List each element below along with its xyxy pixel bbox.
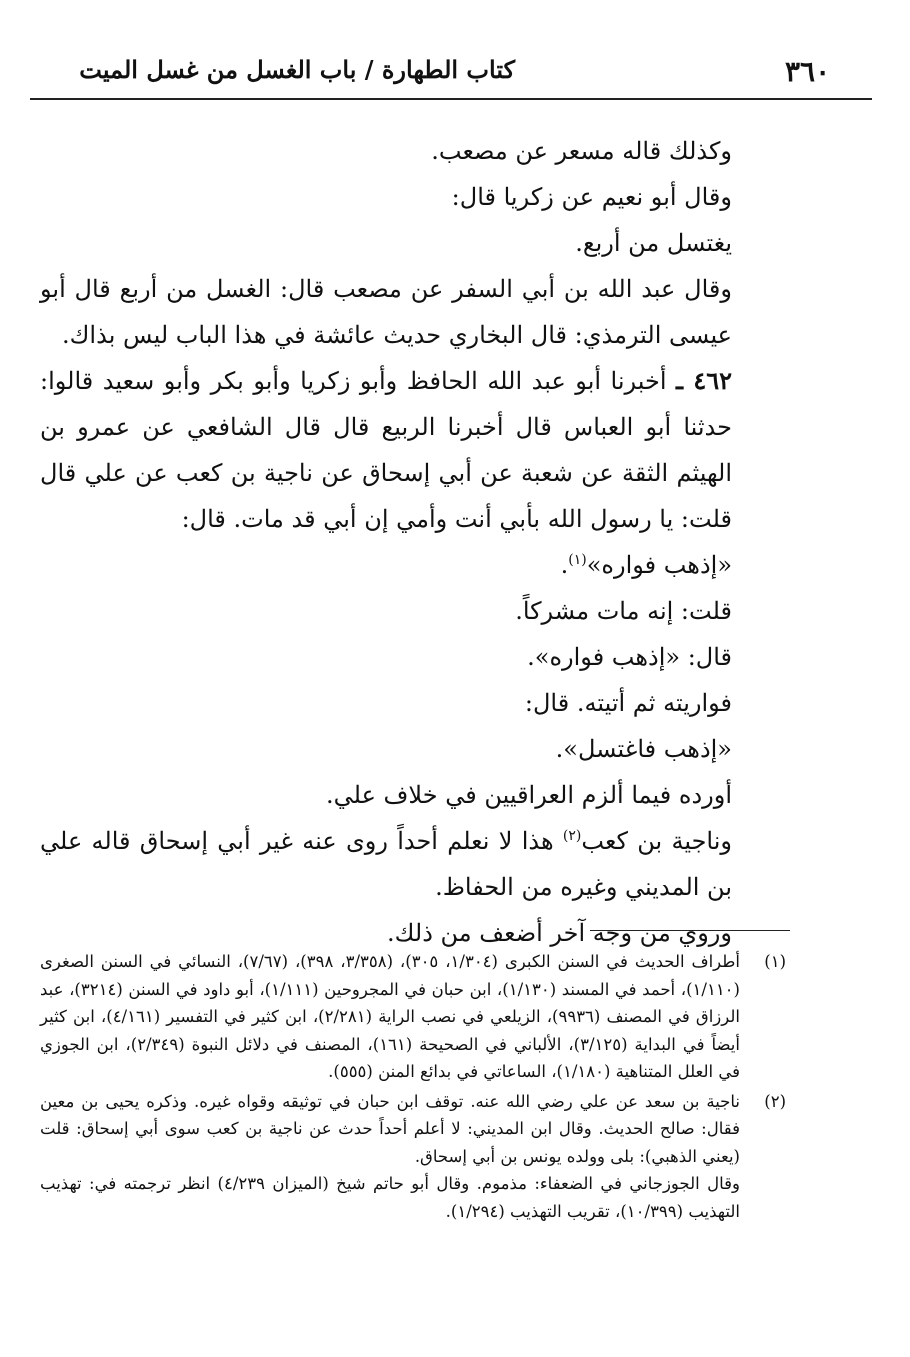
footnote-2 <box>40 1088 792 1226</box>
main-text <box>40 128 790 956</box>
hadith-text: أخبرنا أبو عبد الله الحافظ وأبو زكريا وأبو بكر وأبو سعيد قالوا: حدثنا أبو العباس قال أخبرنا الربيع قال قال الشافعي عن عمرو بن الهيثم الثقة عن شعبة عن أبي إسحاق عن ناجية بن كعب عن علي قال قلت: يا رسول الله بأبي أنت وأمي إن أبي قد مات. قال: <box>40 367 732 533</box>
header-rule <box>30 98 872 100</box>
footnote-text: أطراف الحديث في السنن الكبرى (١/٣٠٤، ٣٠٥)، (٣/٣٥٨، ٣٩٨)، (٧/٦٧)، النسائي في السنن الصغرى (١/١١٠)، أحمد في المسند (١/١٣٠)، ابن حبان في المجروحين (١/١١١)، أبو داود في السنن (٣٢١٤)، عبد الرزاق في المصنف (٩٩٣٦)، الزيلعي في نصب الراية (٢/٢٨١)، ابن كثير في التفسير (٤/١٦١)، ابن كثير أيضاً في البداية (٣/١٢٥)، الألباني في الصحيحة (١٦١)، المصنف في دلائل النبوة (٢/٣٤٩)، ابن الجوزي في العلل المتناهية (١/١٨٠)، الساعاتي في بدائع المنن (٥٥٥). <box>40 952 740 1081</box>
paragraph-start: وناجية بن كعب <box>581 827 733 855</box>
paragraph <box>40 542 790 588</box>
footnote-text: وقال الجوزجاني في الضعفاء: مذموم. وقال أبو حاتم شيخ (الميزان ٤/٢٣٩) انظر ترجمته في: تهذيب التهذيب (١٠/٣٩٩)، تقريب التهذيب (١/٢٩٤). <box>40 1174 740 1221</box>
paragraph: قلت: إنه مات مشركاً. <box>515 597 732 625</box>
footnote-rule <box>590 930 790 931</box>
punctuation: . <box>560 551 569 579</box>
paragraph: أورده فيما ألزم العراقيين في خلاف علي. <box>326 781 732 809</box>
paragraph: قال: «إذهب فواره». <box>527 643 732 671</box>
paragraph: وروي من وجه آخر أضعف من ذلك. <box>387 919 732 947</box>
paragraph: وكذلك قاله مسعر عن مصعب. <box>431 137 732 165</box>
paragraph <box>40 818 790 910</box>
paragraph: وقال أبو نعيم عن زكريا قال: <box>451 183 732 211</box>
paragraph: «إذهب فاغتسل». <box>555 735 732 763</box>
paragraph-end: هذا لا نعلم أحداً روى عنه غير أبي إسحاق قاله علي بن المديني وغيره من الحفاظ. <box>40 827 732 901</box>
paragraph: يغتسل من أربع. <box>575 229 732 257</box>
running-header-title: كتاب الطهارة / باب الغسل من غسل الميت <box>79 55 515 84</box>
footnotes <box>40 948 792 1227</box>
paragraph: وقال عبد الله بن أبي السفر عن مصعب قال: الغسل من أربع قال أبو عيسى الترمذي: قال البخاري حديث عائشة في هذا الباب ليس بذاك. <box>40 275 732 349</box>
footnote-ref-1[interactable]: (١) <box>568 552 587 568</box>
page-number: ٣٦٠ <box>785 55 831 88</box>
quote-text: «إذهب فواره» <box>586 551 732 579</box>
hadith-paragraph <box>40 358 790 542</box>
footnote-1 <box>40 948 792 1086</box>
footnote-number: (١) <box>764 952 786 971</box>
footnote-ref-2[interactable]: (٢) <box>562 828 582 844</box>
footnote-number: (٢) <box>764 1091 786 1111</box>
footnote-text: ناجية بن سعد عن علي رضي الله عنه. توقف ابن حبان في توثيقه وقواه غيره. وذكره يحيى بن معين فقال: صالح الحديث. وقال ابن المديني: لا أعلم أحداً حدث عن ناجية بن كعب سوى أبي إسحاق: قلت (يعني الذهبي): بلى وولده يونس بن أبي إسحاق. <box>40 1091 740 1166</box>
paragraph: فواريته ثم أتيته. قال: <box>524 689 732 717</box>
hadith-number: ٤٦٢ ـ <box>676 366 732 395</box>
